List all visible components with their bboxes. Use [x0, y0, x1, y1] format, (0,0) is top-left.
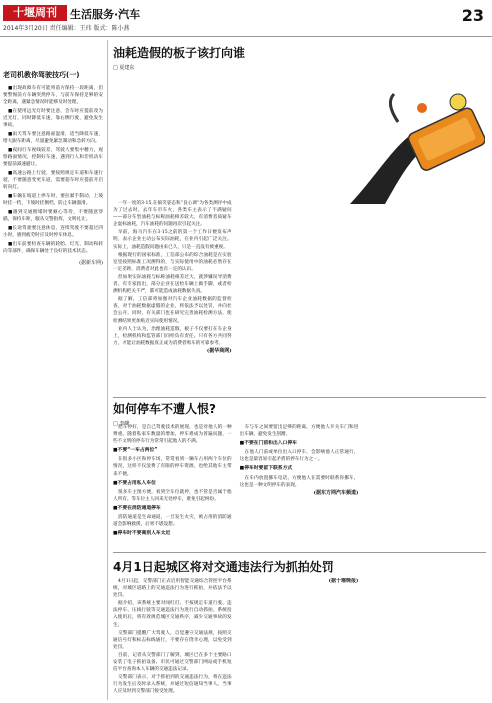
article-traffic: [113, 558, 485, 575]
paragraph: 在很多小区和停车场，常常看到一辆车占用两个车位的情况，这样不仅浪费了有限的停车资源，也给其他车主带来不便。: [113, 457, 232, 477]
paragraph: 据了解，工信部将加强对汽车企业油耗数据的监督检查，对于油耗数据虚假的企业，将依法予以处罚，并向社会公开。同时，有关部门也在研究完善油耗检测方法，使检测结果更加贴近实际使用情况。: [113, 297, 232, 324]
paragraph: ■在使用远光灯时要注意，会车时应提前改为近光灯，同时降低车速，靠右侧行驶，避免发生事故。: [3, 109, 103, 128]
left-column-title: 老司机教你驾驶技巧(一): [3, 71, 80, 79]
paragraph: 消防通道是生命通道，一旦发生火灾，被占用的消防通道会影响救援，后果不堪设想。: [113, 515, 232, 528]
paragraph: 在车内放置挪车电话，方便他人在需要时联系你挪车，这也是一种文明停车的表现。: [239, 475, 359, 488]
article-headline: 油耗造假的板子该打向谁: [113, 46, 246, 60]
paragraph: 在他人门前或单位出入口停车，会影响他人正常通行，这也是最容易引起矛盾的停车行为之一。: [239, 450, 359, 463]
article-headline: 如何停车不遭人恨?: [113, 402, 216, 416]
paragraph: ■雨天驾车要注意路面湿滑，适当降低车速，增大跟车距离，尽量避免紧急制动和急转方向。: [3, 132, 103, 144]
subheading: ■停车时要留下联系方式: [239, 466, 293, 472]
source-credit: (据新车网): [79, 260, 103, 266]
paragraph: 车与车之间要留出足够的距离，方便他人开关车门和进出车辆，避免发生刮蹭。: [239, 425, 359, 438]
article-parking-body: [113, 424, 485, 548]
source-credit: (据东方网汽车频道): [313, 489, 359, 496]
byline: □ 李峰: [113, 421, 130, 427]
section-title: 生活服务·汽车: [70, 8, 141, 21]
paragraph: ■长途驾驶要注意休息，连续驾驶不要超过四小时，感到疲劳时应及时停车休息。: [3, 226, 103, 238]
source-credit: (据华商网): [206, 347, 232, 354]
paragraph: 目前，记者从交警部门了解到，城区已在多个主要路口安装了电子抓拍设备，市民可通过交警部门网站或手机短信平台查询本人车辆的交通违法记录。: [113, 652, 232, 673]
paragraph: 早前，海马汽车在3·15之前的第一个工作日便发布声明，表示企业主动公布实际油耗，在业内引起广泛关注。实际上，油耗造假问题由来已久，只是一直没有被重视。: [113, 230, 232, 250]
paragraph: ■车辆在坡道上停车时，要拉紧手制动，上坡时挂一档，下坡时挂倒档，防止车辆溜滑。: [3, 194, 103, 206]
byline: □ 夏建东: [113, 65, 135, 71]
left-column-body: [3, 85, 103, 255]
masthead: [0, 0, 492, 37]
paragraph: ■夜间行车视线较差，驾驶人要集中精力，观察路面情况，控制好车速，遇到行人和非机动车要提前减速避让。: [3, 148, 103, 167]
fuel-board-illustration: [350, 82, 485, 204]
subheading: ■不要在门前和出入口停车: [239, 441, 297, 447]
paragraph: 但如果实际油耗与标称油耗相差过大，就涉嫌误导消费者。有专家指出，部分企业在送检车辆上做手脚，或者检测机构把关不严，都可能造成油耗数据失真。: [113, 274, 232, 295]
section-divider: [113, 552, 486, 553]
left-column: [3, 44, 103, 699]
paragraph: ■遇到交通拥堵时要耐心等待，不要随意穿插，保持车距，服从交警指挥，文明礼让。: [3, 210, 103, 222]
subheading: ■停车时不要离别人车太近: [113, 531, 171, 537]
paragraph: 根据现行的国家标准，工信部公布的综合油耗是在实验室里按照标准工况测得的，与实际使用中的油耗必然存在一定差距，消费者对此也有一定的认识。: [113, 252, 232, 272]
article-parking: [113, 400, 485, 427]
paragraph: 4月1日起，交警部门正式启用智能交通综合管控平台系统，对城区道路上的交通违法行为进行抓拍，并依法予以处罚。: [113, 579, 232, 599]
brand-logo: 十堰周刊: [3, 5, 67, 21]
paragraph: ■出车前要检查车辆的轮胎、灯光、制动和转向等部件，确保车辆处于良好的技术状态。: [3, 242, 103, 254]
dateline: 2014年3月20日 责任编辑：王玮 版式：陈小燕: [3, 25, 130, 32]
paragraph: 业内人士认为，治理油耗造假，板子不仅要打在车企身上，检测机构和监管部门同样负有责任。只有各方共同努力，才能让油耗数据真正成为消费者购车的可靠参考。: [113, 326, 232, 346]
page-number: 23: [461, 6, 484, 25]
paragraph: 很多车主图方便，看到空车位就停，也不管是否属于他人所有。等车位主人回来无处停车，难免引起纠纷。: [113, 489, 232, 502]
article-headline: 4月1日起城区将对交通违法行为抓拍处罚: [113, 560, 334, 574]
subheading: ■不要“一车占两位”: [113, 448, 158, 454]
paragraph: ■出现故障车有可能将前方保持一段距离，但要警惕前方车辆突然停车，与前车保持足够的安全距离，遇紧急情况时能够及时处理。: [3, 86, 103, 105]
paragraph: 交警部门提醒广大驾驶人，自觉遵守交通法规，按照交通信号灯和标志标线通行，不要存在侥幸心理，以免受到处罚。: [113, 630, 232, 650]
subheading: ■不要在消防通道停车: [113, 505, 161, 511]
section-divider: [113, 397, 486, 398]
subheading: ■不要占用私人车位: [113, 480, 156, 486]
article-traffic-body: [113, 578, 485, 698]
source-credit: (据十堰晚报): [328, 578, 359, 584]
paragraph: 一年一度的3·15,在搞笑姿态和“良心调”为各类测评中成为了过去时。去年车市车火，各类车主表示了不满疑问——部分车型油耗与标称油耗相差较大，有消费者质疑车企虚标油耗，汽车油耗的问题再次引起关注。: [113, 201, 232, 228]
paragraph: 交警部门表示，对于抓拍到的交通违法行为，将在违法行为发生后及时录入系统，并通过短信通知当事人。当事人应及时到交警部门接受处理。: [113, 675, 232, 695]
paragraph: 据介绍，该系统主要对闯红灯、不按规定车道行驶、违法停车、压线行驶等交通违法行为进行自动抓拍。系统投入使用后，将有效规范城区交通秩序，减少交通事故的发生。: [113, 601, 232, 628]
column-divider: [107, 40, 108, 700]
article-fuel: [113, 44, 485, 71]
paragraph: ■高速公路上行驶，要按照规定车道和车速行驶，不要随意变更车道，需要超车时应提前开启转向灯。: [3, 171, 103, 190]
paragraph: 把车停好，是自己驾驶技术的展现，也是对他人的一种尊重。随着私家车数量的增加，停车难成为普遍问题，一些不文明的停车行为常常引起他人的不满。: [113, 425, 232, 445]
